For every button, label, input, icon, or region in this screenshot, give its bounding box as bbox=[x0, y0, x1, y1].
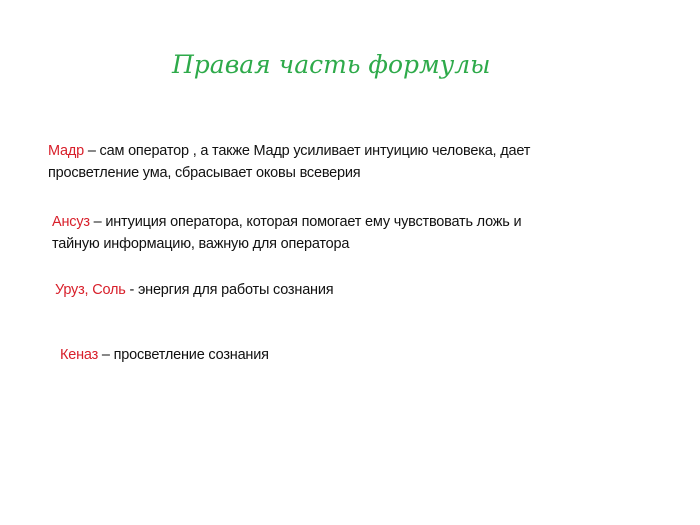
definition-text: – интуиция оператора, которая помогает ему чувствовать ложь и тайную информацию, важную для оператора bbox=[52, 214, 522, 252]
definition-text: – просветление сознания bbox=[98, 347, 269, 363]
definition-text: - энергия для работы сознания bbox=[125, 282, 334, 298]
term-label: Кеназ bbox=[60, 347, 99, 363]
definition-ansuz bbox=[52, 211, 572, 255]
term-label: Мадр bbox=[48, 143, 85, 159]
definition-madr bbox=[48, 140, 568, 184]
term-label: Ансуз bbox=[52, 214, 90, 230]
definition-kenaz bbox=[60, 344, 580, 366]
term-label: Уруз, Соль bbox=[55, 282, 126, 298]
definition-uruz-sol bbox=[55, 279, 575, 301]
slide-title: Правая часть формулы bbox=[172, 50, 491, 79]
definition-text: – сам оператор , а также Мадр усиливает интуицию человека, дает просветление ума, сбрасывает оковы всеверия bbox=[48, 143, 531, 181]
